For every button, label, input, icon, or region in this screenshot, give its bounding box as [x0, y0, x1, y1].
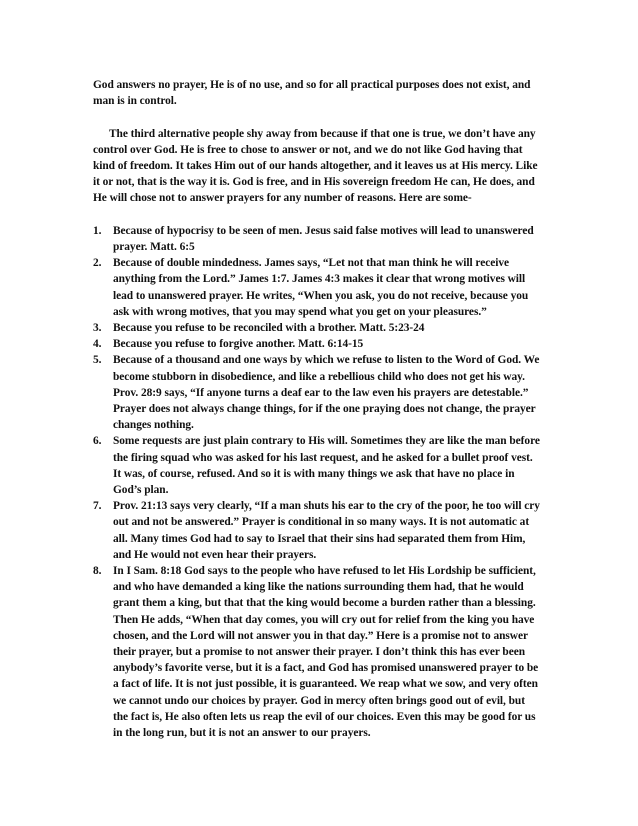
list-item-text: In I Sam. 8:18 God says to the people who have refused to let His Lordship be sufficient, and who have demanded a king like the nations surrounding them had, that he would grant them a king, but that that the king would become a burden rather than a blessing. Then He adds, “When that day comes, you will cry out for relief from the king you have chosen, and the Lord will not answer you in that day.” Here is a promise not to answer their prayer, but a promise to not answer their prayer. I don’t think this has ever been anybody’s favorite verse, but it is a fact, and God has promised unanswered prayer to be a fact of life. It is not just possible, it is guaranteed. We reap what we sow, and very often we cannot undo our choices by prayer. God in mercy often brings good out of evil, but the fact is, He also often lets us reap the evil of our choices. Even this may be good for us in the long run, but it is not an answer to our prayers. — [113, 565, 539, 740]
body-paragraph: The third alternative people shy away from because if that one is true, we don’t have any control over God. He is free to chose to answer or not, and we do not like God having that kind of freedom. It takes Him out of our hands altogether, and it leaves us at His mercy. Like it or not, that is the way it is. God is free, and in His sovereign freedom He can, He does, and He will chose not to answer prayers for any number of reasons. Here are some- — [93, 127, 538, 205]
list-item — [93, 352, 541, 433]
list-item-text: Some requests are just plain contrary to His will. Sometimes they are like the man before the firing squad who was asked for his last request, and he asked for a bullet proof vest. It was, of course, refused. And so it is with many things we ask that have no place in God’s plan. — [113, 435, 540, 497]
list-item-number: 8. — [93, 565, 102, 578]
list-item-text: Because you refuse to forgive another. Matt. 6:14-15 — [113, 338, 364, 351]
list-item — [93, 498, 541, 563]
list-item-text: Prov. 21:13 says very clearly, “If a man shuts his ear to the cry of the poor, he too will cry out and not be answered.” Prayer is conditional in so many ways. It is not automatic at all. Many times God had to say to Israel that their sins had separated them from Him, and He would not even hear their prayers. — [113, 500, 540, 561]
list-item — [93, 255, 541, 320]
list-item — [93, 433, 541, 498]
document-body — [93, 77, 541, 741]
list-item — [93, 320, 541, 336]
list-item — [93, 223, 541, 255]
list-item — [93, 336, 541, 352]
reasons-list — [93, 223, 541, 742]
list-item-number: 1. — [93, 224, 102, 237]
opening-paragraph: God answers no prayer, He is of no use, and so for all practical purposes does not exist, and man is in control. — [93, 79, 531, 108]
paragraph-spacer — [93, 109, 541, 125]
list-item-number: 5. — [93, 354, 102, 367]
list-item-number: 3. — [93, 322, 102, 335]
paragraph-spacer — [93, 207, 541, 223]
list-item-text: Because of double mindedness. James says, “Let not that man think he will receive anything from the Lord.” James 1:7. James 4:3 makes it clear that wrong motives will lead to unanswered prayer. He writes, “When you ask, you do not receive, because you ask with wrong motives, that you may spend what you get on your pleasures.” — [113, 257, 529, 318]
list-item-text: Because of hypocrisy to be seen of men. Jesus said false motives will lead to unanswered prayer. Matt. 6:5 — [113, 224, 534, 253]
list-item-number: 2. — [93, 257, 102, 270]
list-item-text: Because of a thousand and one ways by which we refuse to listen to the Word of God. We become stubborn in disobedience, and like a rebellious child who does not get his way. Prov. 28:9 says, “If anyone turns a deaf ear to the law even his prayers are detestable.” Prayer does not always change things, for if the one praying does not change, the prayer changes nothing. — [113, 354, 540, 432]
list-item-number: 4. — [93, 338, 102, 351]
list-item — [93, 563, 541, 741]
list-item-number: 6. — [93, 435, 102, 448]
list-item-text: Because you refuse to be reconciled with a brother. Matt. 5:23-24 — [113, 322, 425, 335]
list-item-number: 7. — [93, 500, 102, 513]
